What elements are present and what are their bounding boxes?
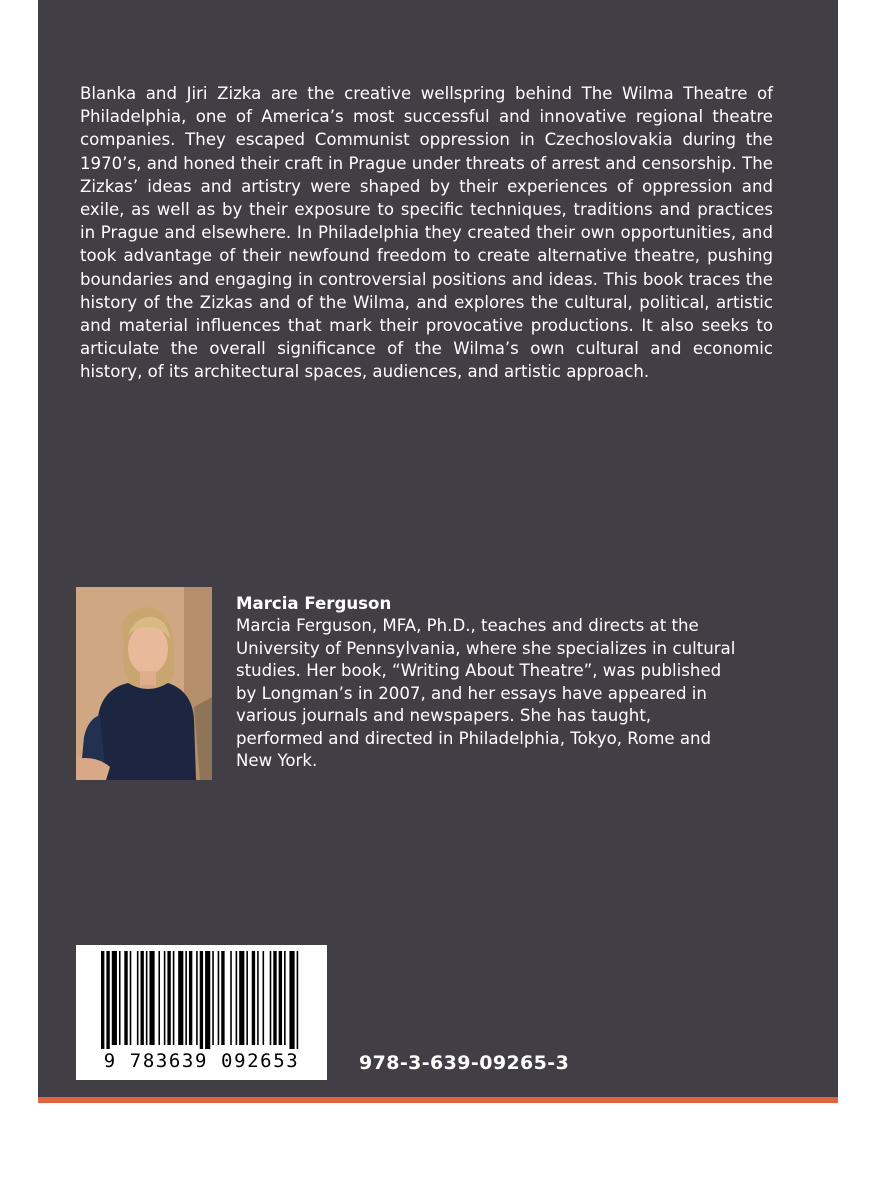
barcode-bar [236, 951, 238, 1045]
barcode-digits: 9 783639 092653 [103, 1050, 300, 1072]
barcode-bars [76, 945, 327, 1049]
barcode-bar [230, 951, 232, 1045]
barcode-bar [246, 951, 248, 1045]
barcode-bar [289, 951, 294, 1049]
barcode-bar [257, 951, 259, 1045]
barcode-bar [263, 951, 265, 1045]
barcode-bar [279, 951, 282, 1045]
author-bio: Marcia Ferguson, MFA, Ph.D., teaches and directs at the University of Pennsylvania, where she specializes in cultural studies. Her book, “Writing About Theatre”, was published by Longman’s in 2007, and her essays have appeared in various journals and newspapers. She has taught, performed and directed in Philadelphia, Tokyo, Rome and New York. [236, 616, 736, 770]
barcode-bar [137, 951, 139, 1045]
barcode-bar [205, 951, 210, 1049]
barcode-bar [196, 951, 198, 1045]
barcode-bar [101, 951, 104, 1049]
barcode-bar [149, 951, 154, 1045]
book-blurb: Blanka and Jiri Zizka are the creative wellspring behind The Wilma Theatre of Philadelphia, one of America’s most successful and innovative regional theatre companies. They escaped Communist oppression in Czechoslovakia during the 1970’s, and honed their craft in Prague under threats of arrest and censorship. The Zizkas’ ideas and artistry were shaped by their experiences of oppression and exile, as well as by their exposure to specific techniques, traditions and practices in Prague and elsewhere. In Philadelphia they created their own opportunities, and took advantage of their newfound freedom to create alternative theatre, pushing boundaries and engaging in controversial positions and ideas. This book traces the history of the Zizkas and of the Wilma, and explores the cultural, political, artistic and material influences that mark their provocative productions. It also seeks to articulate the overall significance of the Wilma’s own cultural and economic history, of its architectural spaces, audiences, and artistic approach. [80, 84, 773, 382]
author-photo [76, 587, 212, 780]
barcode-bar [173, 951, 175, 1045]
barcode-bar [221, 951, 224, 1045]
barcode-bar [124, 951, 127, 1045]
barcode-bar [164, 951, 166, 1045]
barcode-bar [178, 951, 183, 1045]
barcode-bar [189, 951, 192, 1045]
barcode-bar [297, 951, 299, 1049]
barcode-bar [185, 951, 187, 1045]
barcode-bar [218, 951, 220, 1045]
barcode-bar [119, 951, 121, 1045]
barcode-bar [167, 951, 170, 1045]
barcode-bar [252, 951, 255, 1045]
barcode-bar [146, 951, 148, 1045]
author-name: Marcia Ferguson [236, 594, 392, 613]
isbn-barcode [76, 945, 327, 1080]
barcode-bar [158, 951, 160, 1045]
barcode-bar [106, 951, 109, 1049]
barcode-bar [239, 951, 244, 1045]
barcode-bar [200, 951, 203, 1049]
barcode-bar [112, 951, 117, 1045]
barcode-bar [130, 951, 132, 1045]
barcode-bar [212, 951, 214, 1045]
accent-line [38, 1097, 838, 1103]
barcode-bar [140, 951, 143, 1045]
barcode-bar [270, 951, 272, 1045]
barcode-bar [273, 951, 276, 1045]
barcode-bar [284, 951, 286, 1045]
isbn-number: 978-3-639-09265-3 [359, 1052, 570, 1074]
author-portrait-image [76, 587, 212, 780]
